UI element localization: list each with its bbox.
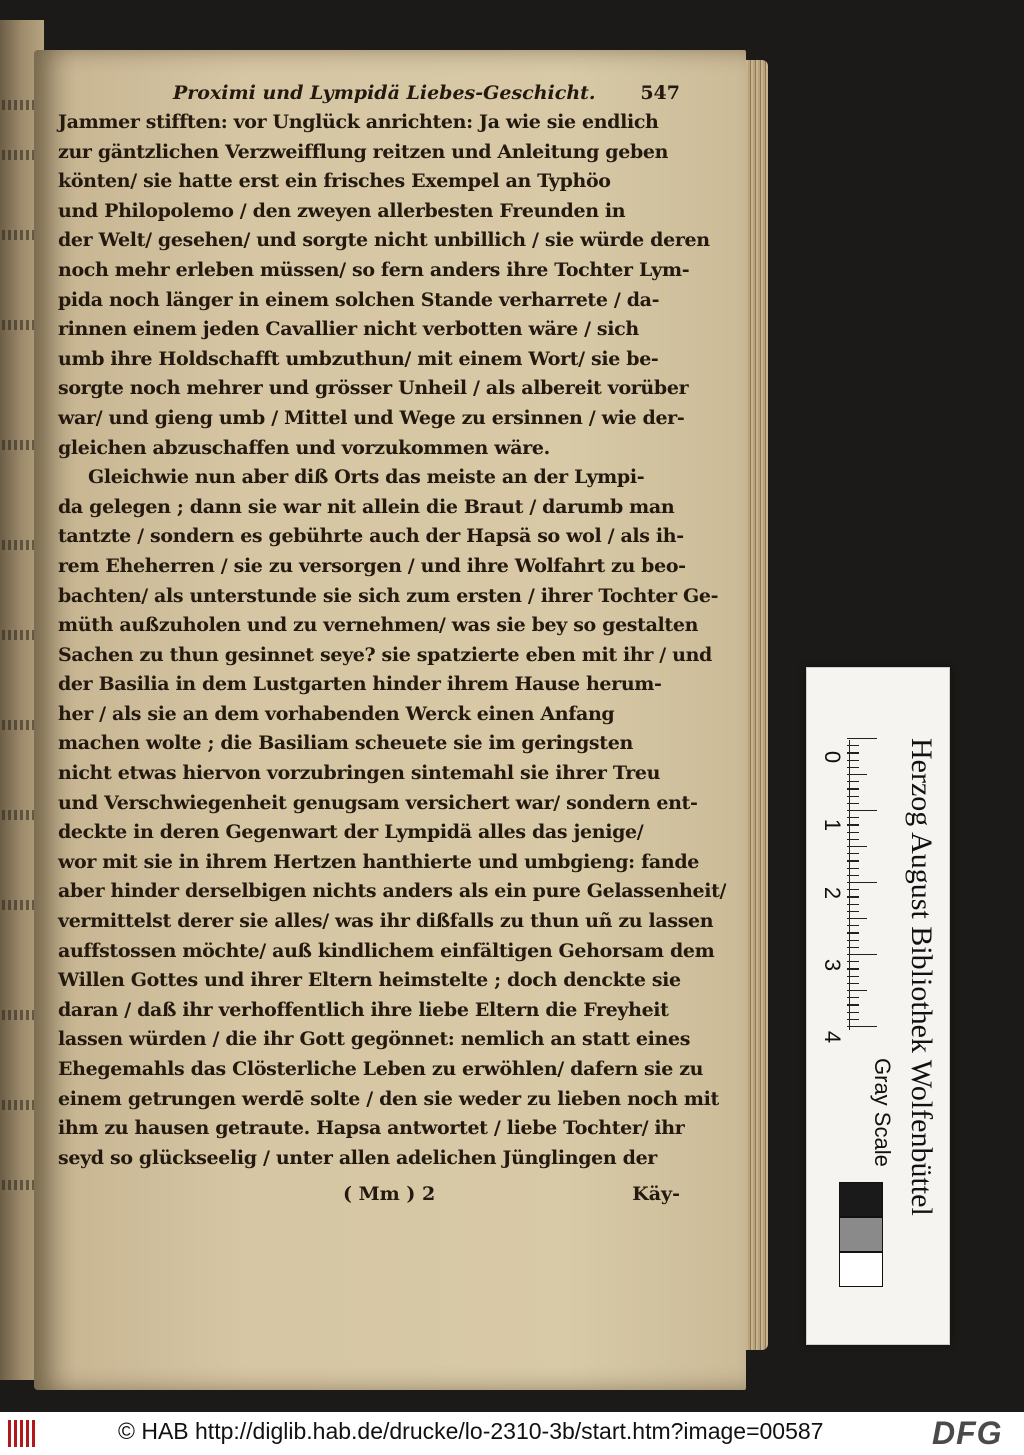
ruler-tick [847, 803, 859, 804]
ruler-tick [847, 932, 859, 933]
ruler-tick [847, 976, 859, 977]
ruler-tick [847, 738, 877, 739]
ruler-tick [847, 940, 859, 941]
text-line: könten/ sie hatte erst ein frisches Exempel an Typhöo [58, 170, 611, 193]
ruler-number: 3 [820, 958, 845, 972]
text-line: und Philopolemo / den zweyen allerbesten Freunden in [58, 199, 626, 222]
page-number: 547 [640, 82, 680, 104]
page-text [58, 78, 727, 1211]
text-line: wor mit sie in ihrem Hertzen hanthierte und umbgieng: fande [58, 850, 700, 873]
text-line: pida noch länger in einem solchen Stande verharrete / da- [58, 288, 660, 311]
text-line: daran / daß ihr verhoffentlich ihre liebe Eltern die Freyheit [58, 998, 669, 1021]
text-line: noch mehr erleben müssen/ so fern anders ihre Tochter Lym- [58, 258, 690, 281]
ruler-tick [847, 752, 859, 753]
ruler-number: 4 [820, 1030, 845, 1044]
text-line: da gelegen ; dann sie war nit allein die Braut / darumb man [58, 495, 675, 518]
ruler-tick [847, 774, 867, 775]
ruler-tick [847, 839, 859, 840]
text-line: aber hinder derselbigen nichts anders als ein pure Gelassenheit/ [58, 880, 727, 903]
swatch-white [839, 1252, 883, 1287]
text-line: sorgte noch mehrer und grösser Unheil / als albereit vorüber [58, 377, 689, 400]
text-line: tantzte / sondern es gebührte auch der Hapsä so wol / als ih- [58, 525, 684, 548]
ruler-tick [847, 904, 859, 905]
text-line: und Verschwiegenheit genugsam versichert war/ sondern ent- [58, 791, 698, 814]
footer-bar [0, 1412, 1024, 1455]
swatch-black [839, 1182, 883, 1217]
ruler-tick [847, 954, 877, 955]
text-line: Ehegemahls das Clösterliche Leben zu erwöhlen/ dafern sie zu [58, 1058, 704, 1080]
text-line: war/ und gieng umb / Mittel und Wege zu ersinnen / wie der- [58, 406, 685, 429]
running-head-title: Proximi und Lympidä Liebes-Geschicht. [173, 82, 596, 104]
text-line: der Basilia in dem Lustgarten hinder ihrem Hause herum- [58, 673, 662, 696]
ruler-tick [847, 925, 859, 926]
ruler-tick [847, 889, 859, 890]
ruler-color-card [806, 667, 950, 1345]
text-line: der Welt/ gesehen/ und sorgte nicht unbillich / sie würde deren [58, 229, 710, 252]
text-line: rinnen einem jeden Cavallier nicht verbotten wäre / sich [58, 318, 639, 341]
text-line: seyd so glückseelig / unter allen adelichen Jünglingen der [58, 1146, 657, 1169]
ruler-tick [847, 781, 859, 782]
text-line: machen wolte ; die Basiliam scheuete sie im geringsten [58, 732, 633, 755]
text-line: nicht etwas hiervon vorzubringen sintemahl sie ihrer Treu [58, 762, 661, 785]
ruler-tick [847, 788, 859, 789]
text-line: deckte in deren Gegenwart der Lympidä alles das jenige/ [58, 821, 644, 844]
text-line: her / als sie an dem vorhabenden Werck einen Anfang [58, 702, 615, 725]
ruler-tick [847, 983, 859, 984]
ruler-tick [847, 896, 859, 897]
ruler-tick [847, 1026, 877, 1027]
text-line: zur gäntzlichen Verzweifflung reitzen und Anleitung geben [58, 140, 669, 163]
text-line: Jammer stifften: vor Unglück anrichten: Ja wie sie endlich [58, 111, 659, 133]
ruler-tick [847, 968, 859, 969]
ruler-tick [847, 911, 859, 912]
ruler-tick [847, 997, 859, 998]
dfg-logo: DFG [932, 1415, 1003, 1451]
text-line: Gleichwie nun aber diß Orts das meiste an der Lympi- [88, 466, 645, 489]
ruler-tick [847, 961, 859, 962]
gray-swatches [839, 1182, 883, 1287]
body-text [58, 108, 727, 1173]
ruler-tick [847, 918, 867, 919]
ruler-tick [847, 832, 859, 833]
ruler-tick [847, 1012, 859, 1013]
ruler-tick [847, 846, 867, 847]
text-line: müth außzuholen und zu vernehmen/ was sie bey so gestalten [58, 614, 699, 637]
text-line: ihm zu hausen getraute. Hapsa antwortet / liebe Tochter/ ihr [58, 1117, 685, 1140]
ruler-scale-line [849, 740, 850, 1030]
ruler-tick [847, 868, 859, 869]
signature-mark: ( Mm ) 2 [343, 1183, 436, 1206]
text-line: lassen würden / die ihr Gott gegönnet: nemlich an statt eines [58, 1028, 691, 1051]
ruler-number: 2 [820, 886, 845, 900]
running-head [58, 78, 680, 108]
ruler-tick [847, 824, 859, 825]
text-line: Willen Gottes und ihrer Eltern heimstelte ; doch denckte sie [58, 969, 681, 992]
ruler-tick [847, 810, 877, 811]
ruler-tick [847, 767, 859, 768]
ruler-tick [847, 1019, 859, 1020]
text-line: auffstossen möchte/ auß kindlichem einfältigen Gehorsam dem [58, 939, 715, 962]
text-line: rem Eheherren / sie zu versorgen / und ihre Wolfahrt zu beo- [58, 554, 686, 577]
text-line: gleichen abzuschaffen und vorzukommen wäre. [58, 436, 550, 459]
ruler-tick [847, 882, 877, 883]
ruler-tick [847, 1004, 859, 1005]
hab-logo-icon [8, 1420, 38, 1447]
catchword: Käy- [632, 1183, 680, 1206]
ruler-tick [847, 990, 867, 991]
page-foot [58, 1177, 680, 1211]
text-line: vermittelst derer sie alles/ was ihr dißfalls zu thun uñ zu lassen [58, 910, 714, 933]
ruler-tick [847, 875, 859, 876]
ruler-tick [847, 860, 859, 861]
ruler-number: 1 [820, 818, 845, 832]
ruler-tick [847, 760, 859, 761]
text-line: umb ihre Holdschafft umbzuthun/ mit einem Wort/ sie be- [58, 347, 659, 370]
ruler-tick [847, 853, 859, 854]
footer-link[interactable]: © HAB http://diglib.hab.de/drucke/lo-2310-3b/start.htm?image=00587 [118, 1418, 824, 1444]
swatch-gray [839, 1217, 883, 1252]
text-line: einem getrungen werdē solte / den sie weder zu lieben noch mit [58, 1087, 719, 1110]
ruler-tick [847, 817, 859, 818]
ruler-tick [847, 745, 859, 746]
institution-name: Herzog August Bibliothek Wolfenbüttel [905, 738, 938, 1216]
ruler-tick [847, 796, 859, 797]
text-line: bachten/ als unterstunde sie sich zum ersten / ihrer Tochter Ge- [58, 584, 719, 607]
ruler-tick [847, 947, 859, 948]
gray-scale-label: Gray Scale [870, 1058, 895, 1167]
text-line: Sachen zu thun gesinnet seye? sie spatzierte eben mit ihr / und [58, 643, 712, 666]
ruler-number: 0 [820, 750, 845, 764]
